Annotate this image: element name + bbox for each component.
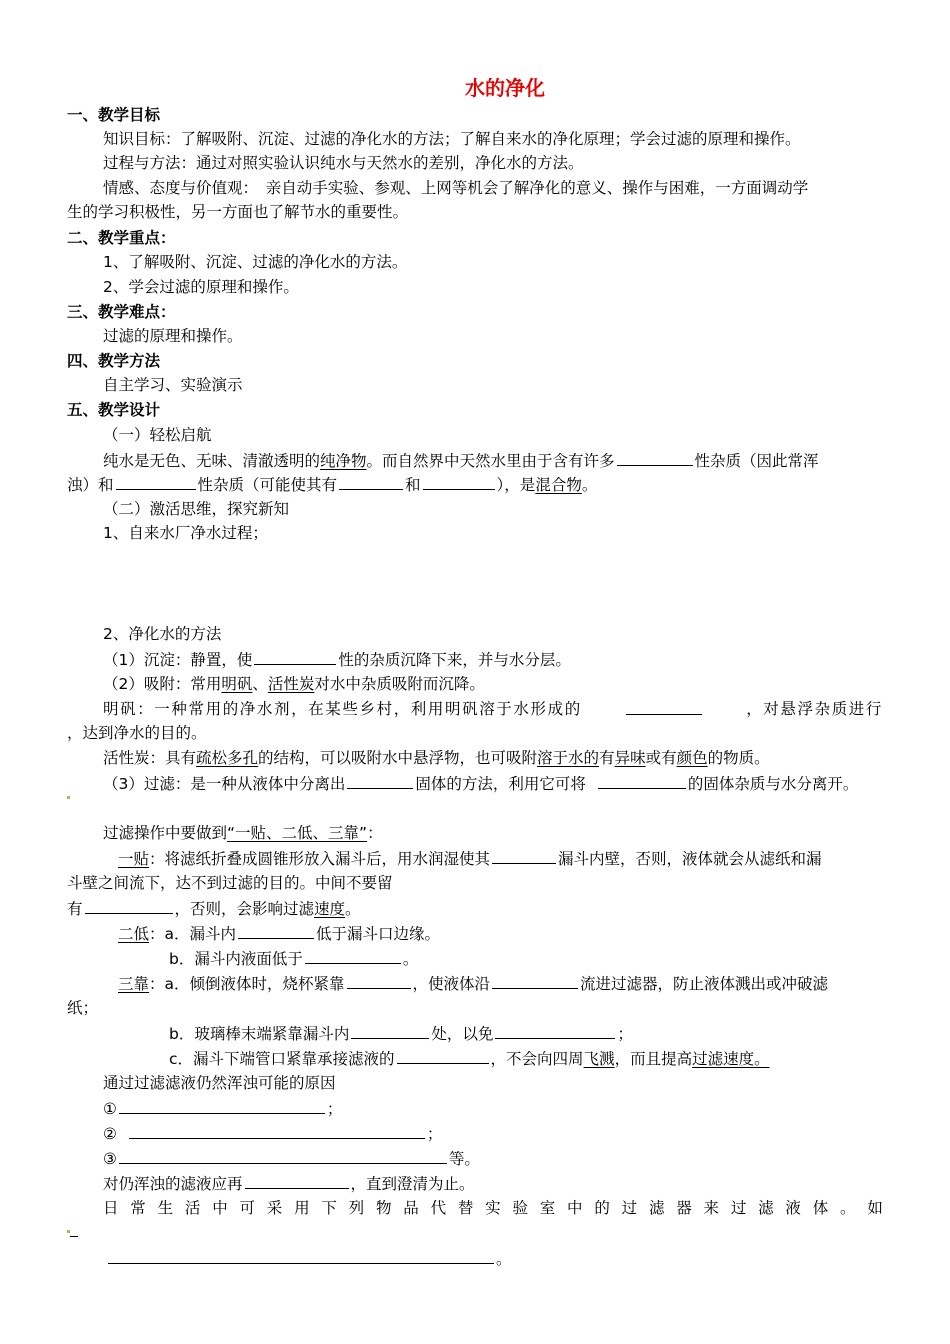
- text: 的固体杂质与水分离开。: [687, 775, 859, 793]
- subsection-1: （一）轻松启航: [103, 426, 212, 444]
- term-mixture: 混合物: [535, 476, 582, 494]
- scan-mark: [70, 1236, 78, 1237]
- filtration-rules-intro: [103, 822, 383, 844]
- text: 。: [345, 900, 361, 918]
- text: 纯水是无色、无味、清澈透明的: [103, 452, 321, 470]
- daily-life-answer-line: [108, 1247, 512, 1270]
- term-alum: 明矾: [221, 675, 253, 693]
- text: ；: [326, 1100, 343, 1118]
- fill-blank[interactable]: [238, 922, 314, 939]
- objective-knowledge: 知识目标：了解吸附、沉淀、过滤的净化水的方法；了解自来水的净化原理；学会过滤的原理和操作。: [103, 130, 801, 148]
- methods-text: 自主学习、实验演示: [103, 376, 243, 394]
- text: ①: [103, 1100, 117, 1118]
- fill-blank[interactable]: [245, 1172, 349, 1189]
- daily-char: 。: [840, 1199, 856, 1217]
- text: 性的杂质沉降下来，并与水分层。: [338, 651, 571, 669]
- daily-char: 日: [103, 1199, 119, 1217]
- text: 。: [581, 476, 598, 494]
- text: 性杂质（可能使其有: [197, 476, 338, 494]
- text: 漏斗内壁，否则，液体就会从滤纸和漏: [558, 850, 822, 868]
- term-soluble: 溶于水的: [537, 749, 600, 767]
- daily-char: 验: [512, 1199, 528, 1217]
- text: 和: [405, 476, 421, 494]
- fill-blank[interactable]: [495, 1022, 615, 1039]
- text: 、: [252, 675, 268, 693]
- text: 。: [496, 1250, 512, 1268]
- objective-attitude: 情感、态度与价值观： 亲自动手实验、参观、上网等机会了解净化的意义、操作与困难，一方面调动学: [103, 179, 809, 197]
- daily-char: 的: [594, 1199, 610, 1217]
- daily-char: 物: [375, 1199, 392, 1217]
- text: 的结构，可以吸附水中悬浮物，也可吸附: [258, 749, 538, 767]
- daily-char: 列: [348, 1199, 365, 1217]
- text: 固体的方法，利用它可将: [415, 775, 586, 793]
- text: 低于漏斗口边缘。: [316, 925, 441, 943]
- text: ，使液体沿: [412, 975, 491, 993]
- daily-life-line: [103, 1197, 883, 1219]
- daily-char: 过: [621, 1199, 638, 1217]
- fill-blank[interactable]: [347, 972, 411, 989]
- key-point-2: 2、学会过滤的原理和操作。: [103, 278, 299, 296]
- rule-three-lean-b: [169, 1022, 633, 1045]
- text: 。: [402, 950, 419, 968]
- text: 有: [599, 749, 615, 767]
- term-porous: 疏松多孔: [196, 749, 259, 767]
- daily-char: 室: [539, 1199, 556, 1217]
- turbid-reason-1: [103, 1097, 342, 1120]
- turbid-reason-2: [103, 1122, 442, 1145]
- term-pure-substance: 纯净物: [320, 452, 367, 470]
- pure-water-line-2: [67, 473, 597, 496]
- term-activated-carbon: 活性炭: [267, 675, 315, 693]
- text: （3）过滤：是一种从液体中分离出: [103, 775, 346, 793]
- text: 流进过滤器，防止液体溅出或冲破滤: [580, 975, 829, 993]
- text: ，对悬浮杂质进行: [746, 700, 883, 718]
- daily-char: 如: [867, 1199, 883, 1217]
- item-waterworks-process: 1、自来水厂净水过程；: [103, 524, 268, 542]
- text: ：a．漏斗内: [149, 925, 237, 943]
- rule-label-two-low: 二低: [118, 925, 150, 943]
- fill-blank[interactable]: [626, 698, 702, 715]
- text: ，不会向四周: [490, 1050, 584, 1068]
- daily-char: 品: [403, 1199, 419, 1217]
- term-speed: 速度: [314, 900, 346, 918]
- difficulty-1: 过滤的原理和操作。: [103, 327, 243, 345]
- term-color: 颜色: [676, 749, 708, 767]
- fill-blank[interactable]: [598, 772, 686, 789]
- text: ，否则，会影响过滤: [174, 900, 315, 918]
- section-heading-objectives: 一、教学目标: [67, 106, 161, 124]
- fill-blank[interactable]: [397, 1047, 489, 1064]
- rule-label-three-lean: 三靠: [118, 975, 150, 993]
- text: 浊）和: [67, 476, 114, 494]
- fill-blank[interactable]: [347, 772, 413, 789]
- rule-one-stick-line-3: [67, 897, 361, 920]
- turbid-reason-3: [103, 1147, 480, 1170]
- fill-blank[interactable]: [108, 1247, 494, 1264]
- fill-blank[interactable]: [119, 1147, 447, 1164]
- daily-char: 替: [457, 1199, 474, 1217]
- objective-attitude-cont: 生的学习积极性，另一方面也了解节水的重要性。: [67, 203, 409, 221]
- pure-water-line-1: [103, 449, 819, 472]
- text: 有: [67, 900, 83, 918]
- text: 或有: [645, 749, 677, 767]
- page-title: 水的净化: [465, 76, 545, 100]
- fill-blank[interactable]: [492, 847, 556, 864]
- alum-line-1: [103, 698, 883, 720]
- rule-two-low-b: [169, 947, 418, 970]
- section-heading-difficulties: 三、教学难点：: [67, 303, 176, 321]
- section-heading-key-points: 二、教学重点：: [67, 229, 176, 247]
- objective-process: 过程与方法：通过对照实验认识纯水与天然水的差别，净化水的方法。: [103, 154, 584, 172]
- text: 等。: [448, 1150, 480, 1168]
- text: 处，以免: [431, 1025, 494, 1043]
- text: ：a．倾倒液体时，烧杯紧靠: [149, 975, 345, 993]
- fill-blank[interactable]: [351, 1022, 429, 1039]
- daily-char: 常: [130, 1199, 146, 1217]
- text: ：: [367, 824, 383, 842]
- text: ；: [617, 1025, 633, 1043]
- text: ；: [426, 1125, 443, 1143]
- text: b．玻璃棒末端紧靠漏斗内: [169, 1025, 350, 1043]
- rule-phrase: “一贴、二低、三靠”: [227, 824, 368, 842]
- method-sedimentation: [103, 648, 571, 671]
- daily-char: 滤: [648, 1199, 665, 1217]
- rule-two-low-a: [118, 922, 440, 945]
- daily-char: 下: [321, 1199, 337, 1217]
- key-point-1: 1、了解吸附、沉淀、过滤的净化水的方法。: [103, 253, 408, 271]
- fill-blank[interactable]: [129, 1122, 425, 1139]
- daily-char: 可: [239, 1199, 255, 1217]
- daily-char: 过: [730, 1199, 747, 1217]
- item-purification-methods: 2、净化水的方法: [103, 625, 222, 643]
- activated-carbon-line: [103, 747, 770, 769]
- daily-char: 滤: [758, 1199, 774, 1217]
- daily-char: 实: [485, 1199, 501, 1217]
- text: ：将滤纸折叠成圆锥形放入漏斗后，用水润湿使其: [149, 850, 491, 868]
- term-filter-speed: 过滤速度。: [692, 1050, 770, 1068]
- refilter-line: [103, 1172, 475, 1195]
- turbid-reasons-heading: 通过过滤滤液仍然浑浊可能的原因: [103, 1074, 336, 1092]
- alum-line-2: ，达到净水的目的。: [67, 724, 207, 742]
- rule-three-lean-c: [169, 1047, 770, 1070]
- daily-char: 采: [266, 1199, 283, 1217]
- rule-three-lean-a-cont: 纸；: [67, 999, 99, 1017]
- daily-char: 中: [212, 1199, 228, 1217]
- text: 活性炭：具有: [103, 749, 197, 767]
- fill-blank[interactable]: [305, 947, 401, 964]
- fill-blank[interactable]: [254, 648, 336, 665]
- text: c．漏斗下端管口紧靠承接滤液的: [169, 1050, 395, 1068]
- text: 对仍浑浊的滤液应再: [103, 1175, 243, 1193]
- section-heading-design: 五、教学设计: [67, 401, 161, 419]
- text: ，直到澄清为止。: [350, 1175, 475, 1193]
- fill-blank[interactable]: [339, 473, 403, 490]
- text: ③: [103, 1150, 117, 1168]
- daily-char: 代: [430, 1199, 447, 1217]
- text: 。而自然界中天然水里由于含有许多: [366, 452, 615, 470]
- fill-blank[interactable]: [116, 473, 196, 490]
- text: （1）沉淀：静置，使: [103, 651, 253, 669]
- term-splash: 飞溅: [583, 1050, 615, 1068]
- rule-one-stick-line-1: [118, 847, 822, 870]
- text: ），是: [496, 476, 536, 494]
- text: ，而且提高: [614, 1050, 693, 1068]
- section-heading-methods: 四、教学方法: [67, 352, 161, 370]
- term-odor: 异味: [614, 749, 646, 767]
- text: 性杂质（因此常浑: [694, 452, 819, 470]
- rule-one-stick-line-2: 斗壁之间流下，达不到过滤的目的。中间不要留: [67, 874, 393, 892]
- text: ②: [103, 1125, 117, 1143]
- fill-blank[interactable]: [492, 972, 578, 989]
- scan-mark: [67, 1230, 70, 1233]
- daily-char: 用: [294, 1199, 310, 1217]
- daily-char: 中: [567, 1199, 583, 1217]
- fill-blank[interactable]: [423, 473, 495, 490]
- subsection-2: （二）激活思维，探究新知: [103, 500, 290, 518]
- fill-blank[interactable]: [119, 1097, 325, 1114]
- rule-three-lean-a: [118, 972, 828, 995]
- method-filtration: [103, 772, 858, 795]
- daily-char: 体: [812, 1199, 829, 1217]
- method-adsorption: [103, 673, 485, 695]
- fill-blank[interactable]: [85, 897, 173, 914]
- daily-char: 来: [703, 1199, 720, 1217]
- text: 过滤操作中要做到: [103, 824, 228, 842]
- text: （2）吸附：常用: [103, 675, 222, 693]
- scan-mark: [67, 796, 70, 799]
- daily-char: 液: [785, 1199, 801, 1217]
- text: 明矾：一种常用的净水剂，在某些乡村，利用明矾溶于水形成的: [103, 700, 582, 718]
- text: 的物质。: [707, 749, 770, 767]
- rule-label-one-stick: 一贴: [118, 850, 150, 868]
- text: b．漏斗内液面低于: [169, 950, 303, 968]
- daily-char: 器: [676, 1199, 692, 1217]
- daily-char: 活: [184, 1199, 201, 1217]
- daily-char: 生: [157, 1199, 174, 1217]
- fill-blank[interactable]: [617, 449, 693, 466]
- text: 对水中杂质吸附而沉降。: [314, 675, 485, 693]
